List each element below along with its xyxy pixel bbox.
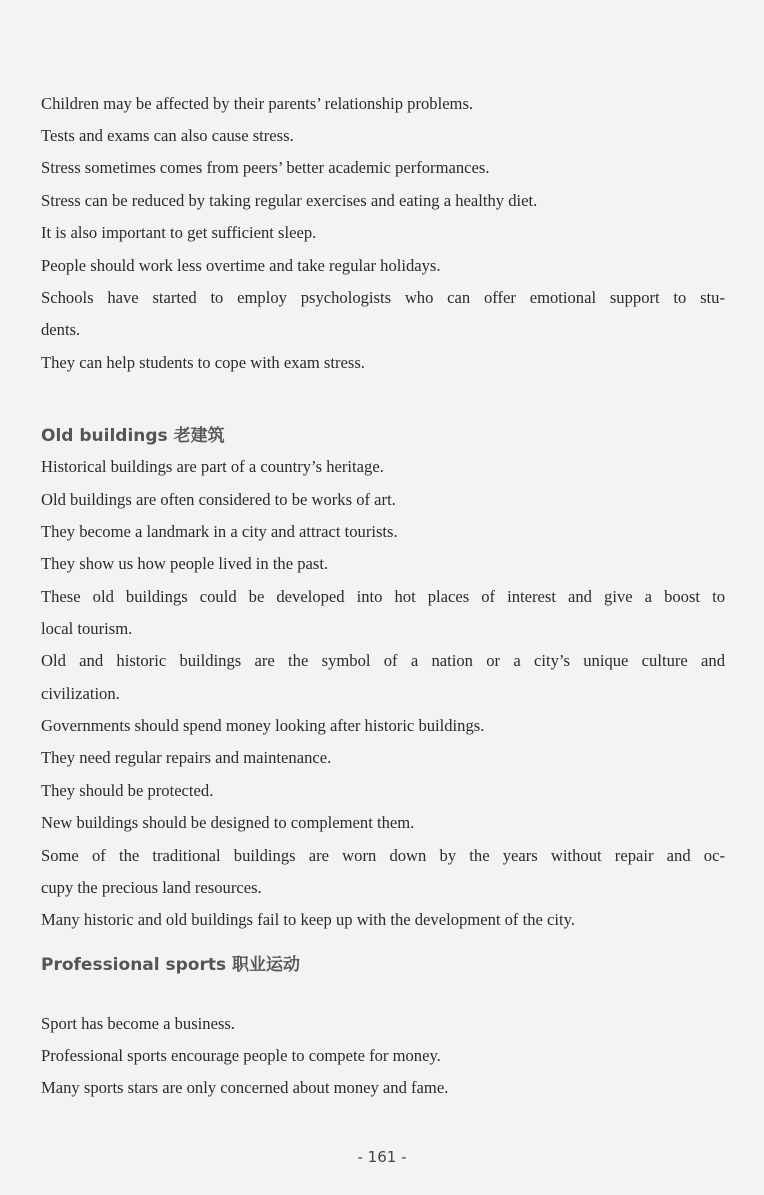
text-line: Sport has become a business. [41,1014,236,1033]
text-line: Old buildings are often considered to be works of art. [41,490,396,509]
text-line: Stress sometimes comes from peers’ better academic performances. [41,158,490,177]
text-line: They can help students to cope with exam stress. [41,353,365,372]
text-line: They show us how people lived in the past. [41,554,329,573]
text-line: They need regular repairs and maintenance. [41,748,332,767]
section-heading: Professional sports 职业运动 [41,955,301,975]
text-line: Children may be affected by their parents’ relationship problems. [41,94,474,113]
text-line: It is also important to get sufficient sleep. [41,223,317,242]
text-line: Many sports stars are only concerned about money and fame. [41,1078,449,1097]
text-line: New buildings should be designed to complement them. [41,813,415,832]
text-line: These old buildings could be developed into hot places of interest and give a boost to [41,587,725,606]
text-line: Professional sports encourage people to compete for money. [41,1046,441,1065]
text-line: They should be protected. [41,781,214,800]
text-line: Many historic and old buildings fail to keep up with the development of the city. [41,910,575,929]
text-line: cupy the precious land resources. [41,878,262,897]
page-number: - 161 - [357,1148,407,1166]
text-line: People should work less overtime and take regular holidays. [41,256,441,275]
section-heading: Old buildings 老建筑 [41,426,225,446]
text-line: dents. [41,320,81,339]
text-line: Schools have started to employ psychologists who can offer emotional support to stu- [41,288,725,307]
text-line: They become a landmark in a city and attract tourists. [41,522,398,541]
text-line: Some of the traditional buildings are worn down by the years without repair and oc- [41,846,725,865]
text-line: Stress can be reduced by taking regular exercises and eating a healthy diet. [41,191,538,210]
text-line: local tourism. [41,619,133,638]
text-line: Tests and exams can also cause stress. [41,126,294,145]
text-line: Governments should spend money looking after historic buildings. [41,716,485,735]
text-line: Historical buildings are part of a country’s heritage. [41,457,384,476]
text-line: Old and historic buildings are the symbol of a nation or a city’s unique culture and [41,651,725,670]
text-line: civilization. [41,684,120,703]
